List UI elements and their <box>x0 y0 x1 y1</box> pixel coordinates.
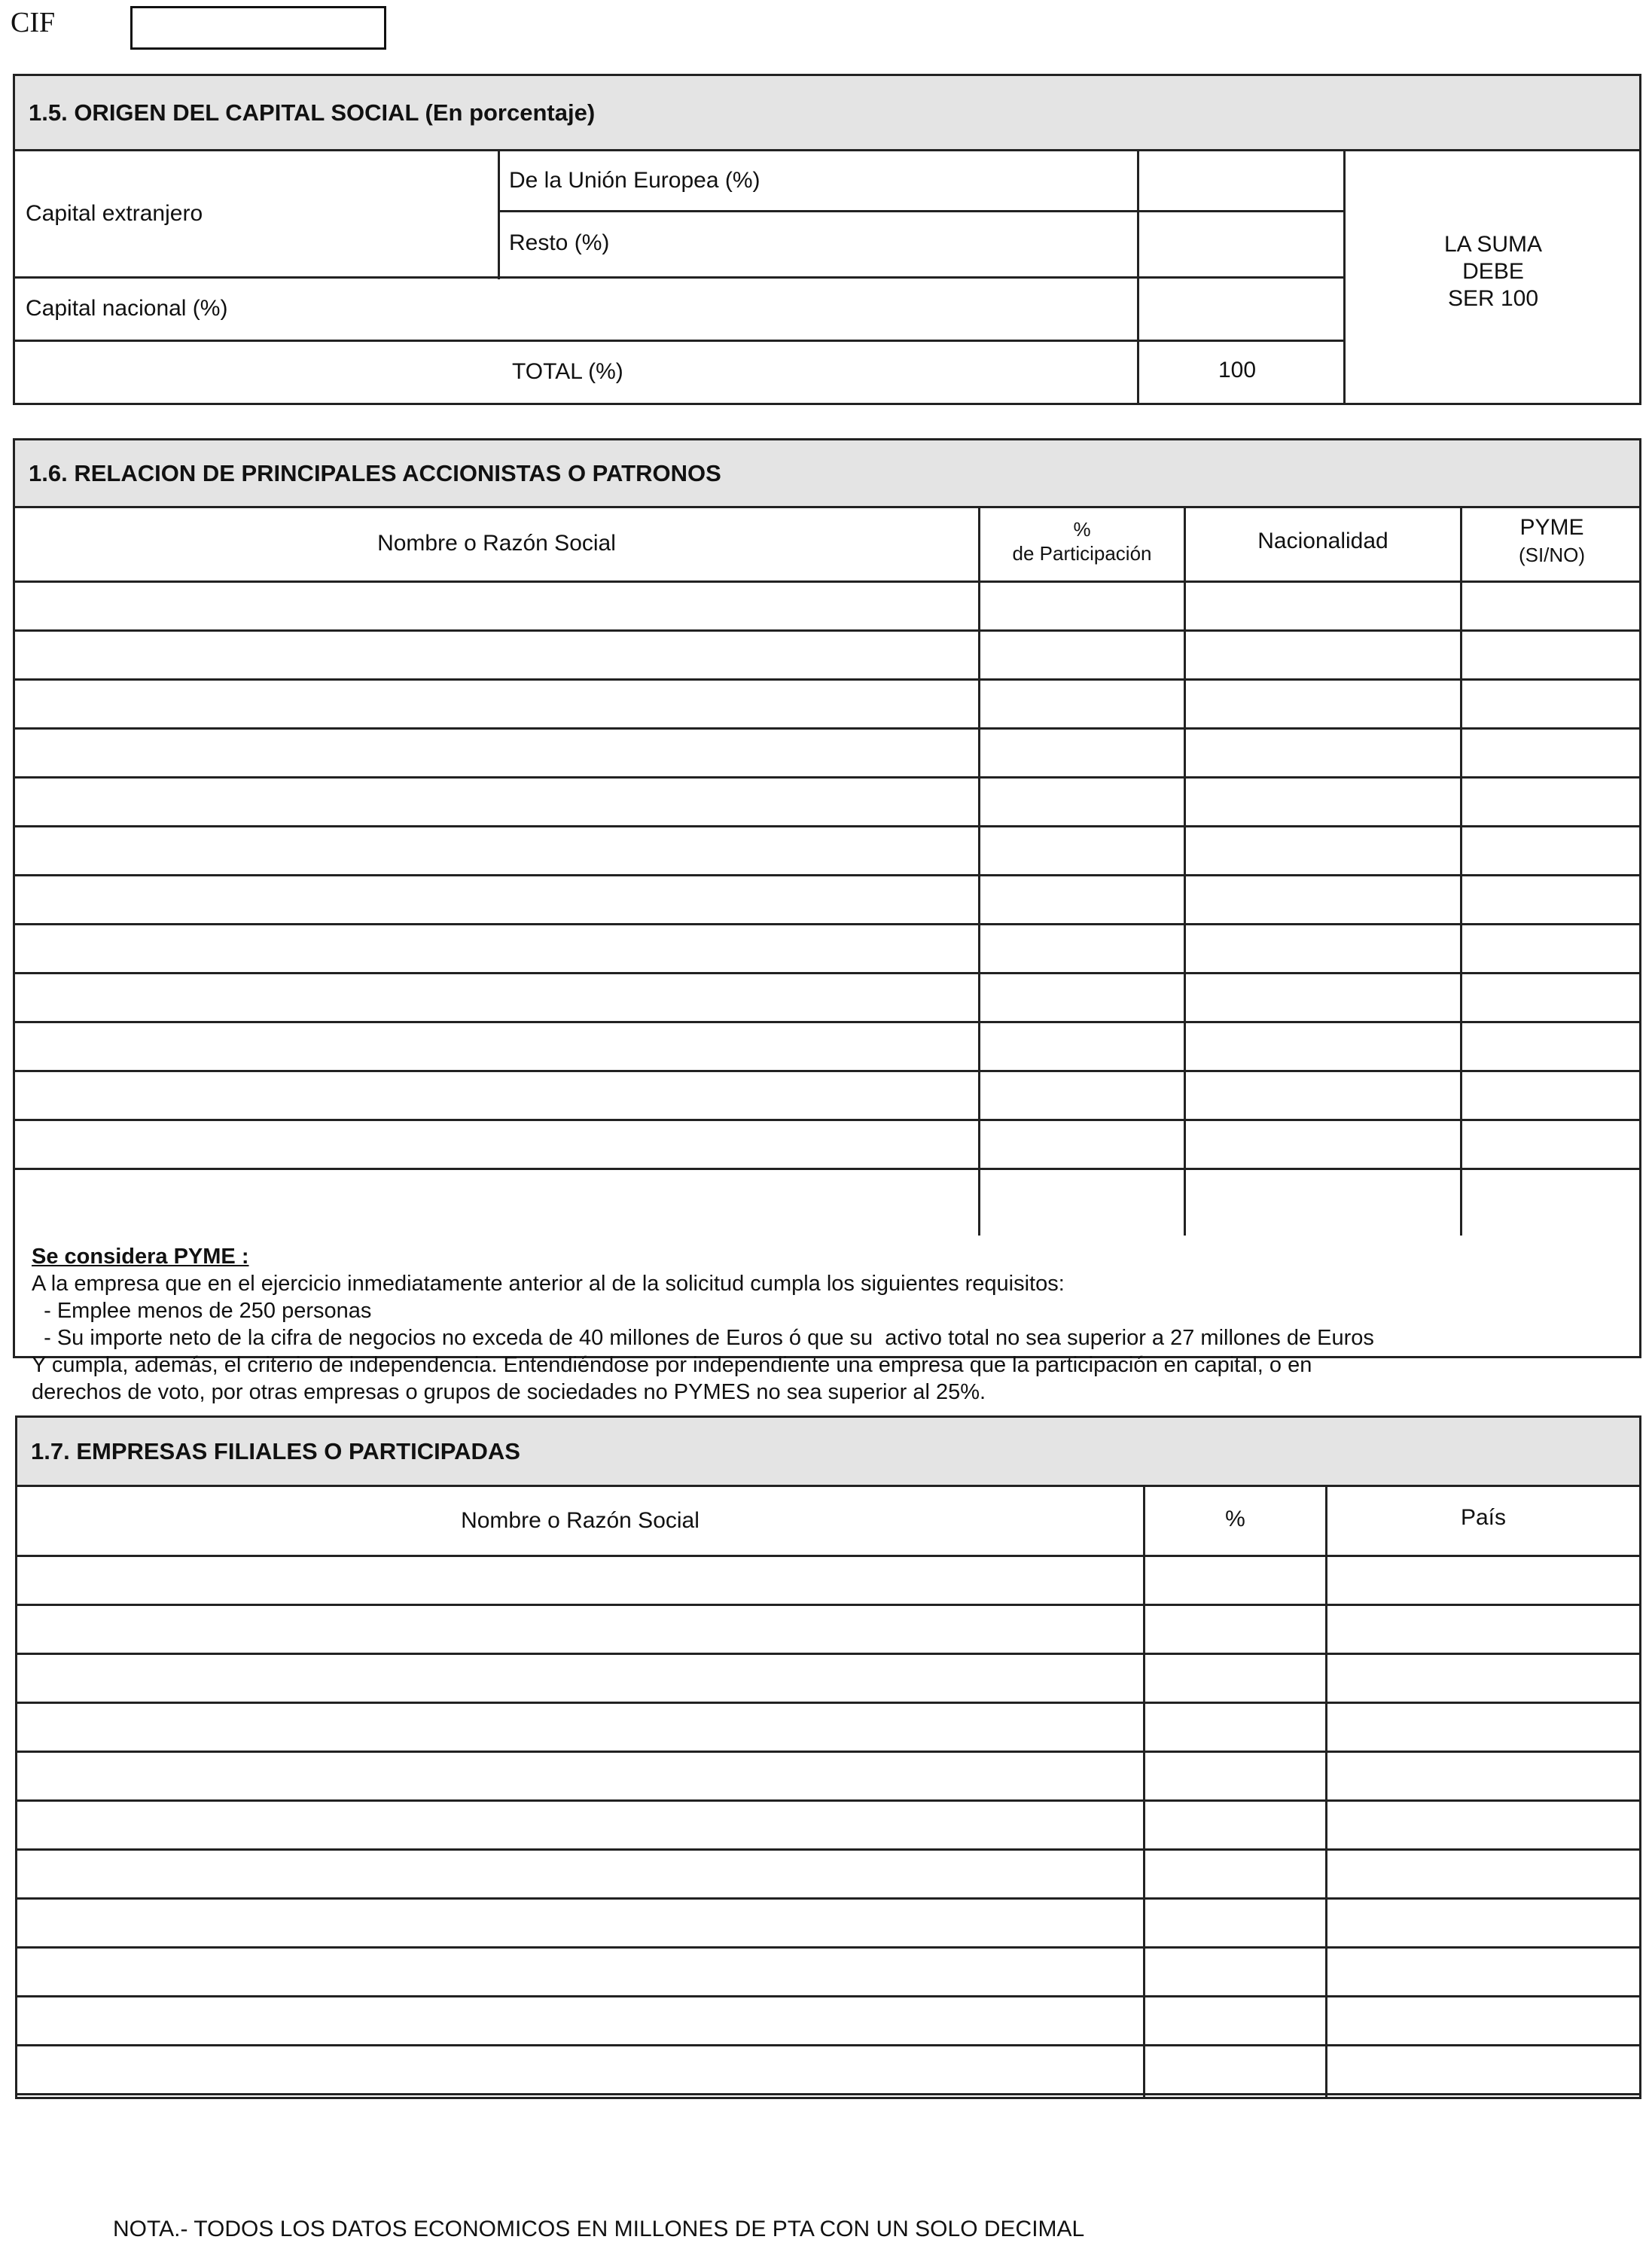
resto-input[interactable] <box>1140 213 1342 275</box>
table-row[interactable] <box>15 974 1639 1021</box>
cif-label: CIF <box>11 7 56 38</box>
table-row[interactable] <box>17 1900 1639 1946</box>
section-title-1-6: 1.6. RELACION DE PRINCIPALES ACCIONISTAS O PATRONOS <box>15 440 1639 508</box>
total-label: TOTAL (%) <box>512 359 623 384</box>
section-title-1-5: 1.5. ORIGEN DEL CAPITAL SOCIAL (En porcentaje) <box>15 76 1639 151</box>
table-row[interactable] <box>17 1606 1639 1653</box>
section-filiales <box>15 1415 1641 2099</box>
table-row[interactable] <box>17 1557 1639 1604</box>
col-participacion-header <box>980 517 1184 565</box>
table-row[interactable] <box>17 1704 1639 1751</box>
pyme-note-line: derechos de voto, por otras empresas o grupos de sociedades no PYMES no sea superior al 25%. <box>32 1380 986 1404</box>
col-nombre-header: Nombre o Razón Social <box>377 531 616 556</box>
pyme-note-line: - Emplee menos de 250 personas <box>32 1299 372 1323</box>
union-europea-input[interactable] <box>1140 153 1342 209</box>
table-row[interactable] <box>17 1753 1639 1799</box>
capital-nacional-label: Capital nacional (%) <box>26 296 228 321</box>
pct-label: de Participación <box>1012 542 1152 565</box>
section-accionistas <box>13 438 1641 1404</box>
table-row[interactable] <box>15 681 1639 727</box>
pct-symbol: % <box>1073 518 1091 541</box>
pyme-note <box>32 1243 1374 1406</box>
table-row[interactable] <box>17 1997 1639 2044</box>
table-row[interactable] <box>15 583 1639 629</box>
col-pyme-header <box>1462 514 1641 568</box>
capital-nacional-input[interactable] <box>1140 279 1342 338</box>
table-row[interactable] <box>15 1072 1639 1119</box>
pyme-note-heading: Se considera PYME : <box>32 1245 249 1269</box>
table-row[interactable] <box>17 1949 1639 1995</box>
resto-label: Resto (%) <box>509 230 610 255</box>
table-row[interactable] <box>15 632 1639 678</box>
table-row[interactable] <box>15 827 1639 874</box>
footer-note: NOTA.- TODOS LOS DATOS ECONOMICOS EN MILLONES DE PTA CON UN SOLO DECIMAL <box>113 2217 1085 2241</box>
pyme-label: PYME <box>1519 515 1584 540</box>
table-row[interactable] <box>15 876 1639 923</box>
cif-input[interactable] <box>130 6 386 50</box>
table-row[interactable] <box>17 1802 1639 1848</box>
pyme-sub-label: (SI/NO) <box>1518 544 1586 566</box>
col-nacionalidad-header: Nacionalidad <box>1257 529 1388 553</box>
table-row[interactable] <box>17 1655 1639 1702</box>
pyme-note-line: A la empresa que en el ejercicio inmediatamente anterior al de la solicitud cumpla los siguientes requisitos: <box>32 1272 1065 1296</box>
table-row[interactable] <box>17 2046 1639 2093</box>
total-value: 100 <box>1218 358 1257 382</box>
suma-note <box>1346 231 1640 312</box>
suma-note-line-2: DEBE <box>1462 259 1524 284</box>
capital-extranjero-label: Capital extranjero <box>26 201 203 226</box>
col-pct-header: % <box>1225 1507 1245 1531</box>
pyme-note-line: - Su importe neto de la cifra de negocios no exceda de 40 millones de Euros ó que su activo total no sea superior a 27 millones de Euros <box>32 1326 1374 1350</box>
table-row[interactable] <box>15 1121 1639 1168</box>
table-row[interactable] <box>15 925 1639 972</box>
section-title-1-7: 1.7. EMPRESAS FILIALES O PARTICIPADAS <box>17 1418 1639 1487</box>
row-divider <box>15 1168 1639 1170</box>
row-divider <box>17 2093 1639 2095</box>
table-row[interactable] <box>15 730 1639 776</box>
suma-note-line-1: LA SUMA <box>1443 232 1543 257</box>
union-europea-label: De la Unión Europea (%) <box>509 168 760 193</box>
table-row[interactable] <box>15 779 1639 825</box>
suma-note-line-3: SER 100 <box>1447 286 1539 311</box>
col-nombre-header: Nombre o Razón Social <box>461 1508 700 1533</box>
col-pais-header: País <box>1460 1505 1507 1530</box>
table-row[interactable] <box>17 1851 1639 1897</box>
pyme-note-line: Y cumpla, además, el criterio de independencia. Entendiéndose por independiente una empresa que la participación en capital, o en <box>32 1353 1312 1377</box>
section-origen-capital <box>13 74 1641 405</box>
table-row[interactable] <box>15 1023 1639 1070</box>
